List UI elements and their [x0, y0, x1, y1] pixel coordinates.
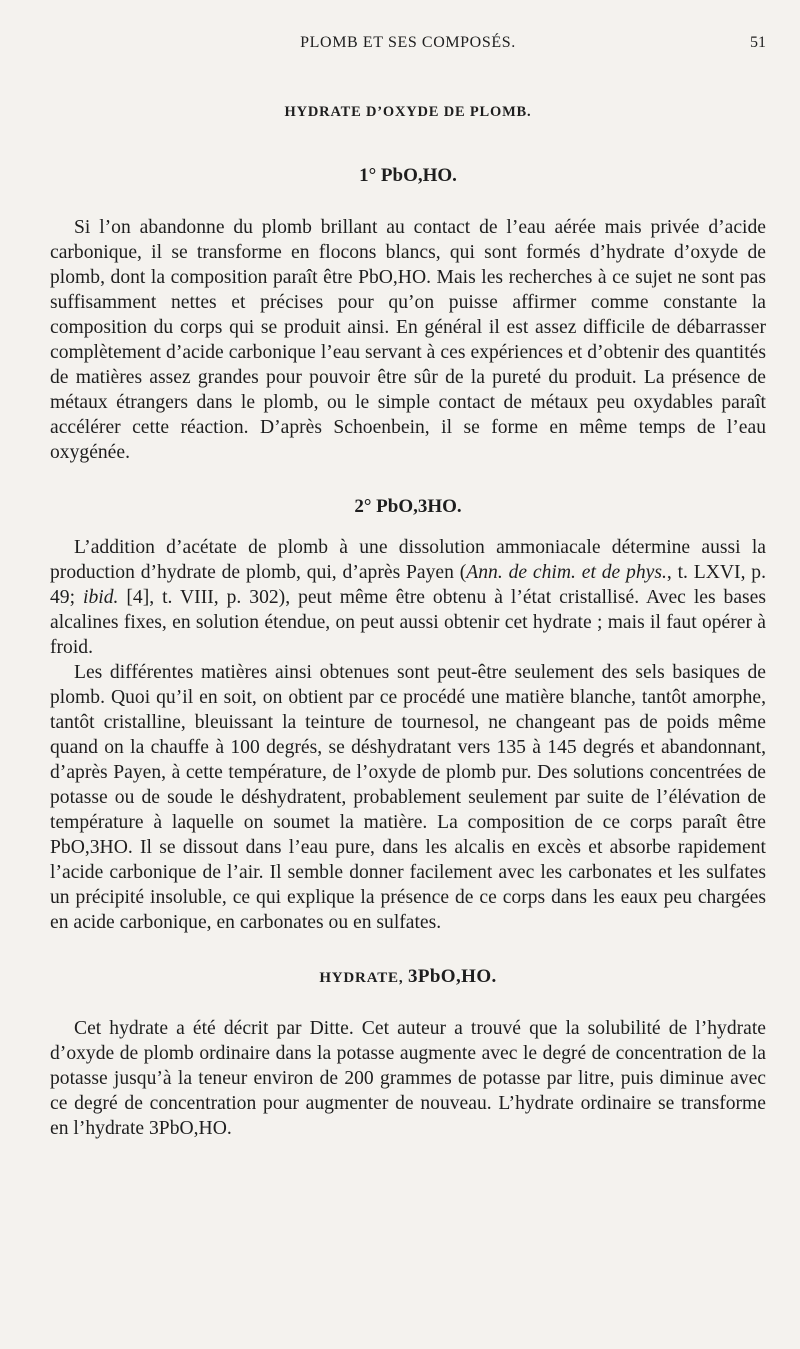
subsection-heading-3-label: HYDRATE, — [319, 970, 404, 986]
subsection-heading-1: 1° PbO,HO. — [359, 165, 457, 186]
subsection-heading-3 — [50, 966, 766, 988]
paragraph-2-text-a: L’addition d’acétate de plomb à une dissolution ammoniacale détermine aussi la production d’hydrate de plomb, qui, d’après Payen ( — [50, 537, 766, 583]
section-heading: HYDRATE D’OXYDE DE PLOMB. — [284, 104, 532, 120]
subsection-heading-3-formula: 3PbO,HO. — [407, 966, 497, 987]
paragraph-2-text-c: [4], t. VIII, p. 302), peut même être obtenu à l’état cristallisé. Avec les bases alcalines fixes, en solution étendue, on peut aussi obtenir cet hydrate ; mais il faut opérer à froid. — [50, 587, 766, 658]
running-head — [50, 34, 766, 58]
journal-reference: Ann. de chim. et de phys. — [466, 562, 667, 583]
page-number: 51 — [750, 34, 766, 51]
body-text — [50, 104, 766, 1141]
paragraph-2 — [50, 535, 766, 660]
subsection-heading-2: 2° PbO,3HO. — [354, 496, 462, 517]
ibid-reference: ibid. — [83, 587, 119, 608]
paragraph-1: Si l’on abandonne du plomb brillant au contact de l’eau aérée mais privée d’acide carbonique, il se transforme en flocons blancs, qui sont formés d’hydrate d’oxyde de plomb, dont la composition paraît être PbO,HO. Mais les recherches à ce sujet ne sont pas suffisamment nettes et précises pour qu’on puisse affirmer comme constante la composition du corps qui se produit ainsi. En général il est assez difficile de débarrasser complètement d’acide carbonique l’eau servant à ces expériences et d’obtenir des quantités de matières assez grandes pour pouvoir être sûr de la pureté du produit. La présence de métaux étrangers dans le plomb, ou le simple contact de métaux peu oxydables paraît accélérer cette réaction. D’après Schoenbein, il se forme en même temps de l’eau oxygénée. — [50, 217, 766, 463]
paragraph-2-text-b: , t. LXVI, p. 49; — [50, 562, 766, 608]
running-title: PLOMB ET SES COMPOSÉS. — [300, 34, 516, 51]
paragraph-3: Les différentes matières ainsi obtenues sont peut-être seulement des sels basiques de plomb. Quoi qu’il en soit, on obtient par ce procédé une matière blanche, tantôt amorphe, tantôt cristalline, bleuissant la teinture de tournesol, ne changeant pas de poids même quand on la chauffe à 100 degrés, se déshydratant vers 135 à 145 degrés et abandonnant, d’après Payen, à cette température, de l’oxyde de plomb pur. Des solutions concentrées de potasse ou de soude le déshydratent, probablement seulement par suite de l’élévation de température à laquelle on soumet la matière. La composition de ce corps paraît être PbO,3HO. Il se dissout dans l’eau pure, dans les alcalis en excès et absorbe rapidement l’acide carbonique de l’air. Il semble donner facilement avec les carbonates et les sulfates un précipité insoluble, ce qui explique la présence de ce corps dans les eaux peu chargées en acide carbonique, en carbonates ou en sulfates. — [50, 662, 766, 933]
paragraph-4: Cet hydrate a été décrit par Ditte. Cet auteur a trouvé que la solubilité de l’hydrate d’oxyde de plomb ordinaire dans la potasse augmente avec le degré de concentration de la potasse jusqu’à la teneur environ de 200 grammes de potasse par litre, puis diminue avec ce degré de concentration pour augmenter de nouveau. L’hydrate ordinaire se transforme en l’hydrate 3PbO,HO. — [50, 1018, 766, 1139]
